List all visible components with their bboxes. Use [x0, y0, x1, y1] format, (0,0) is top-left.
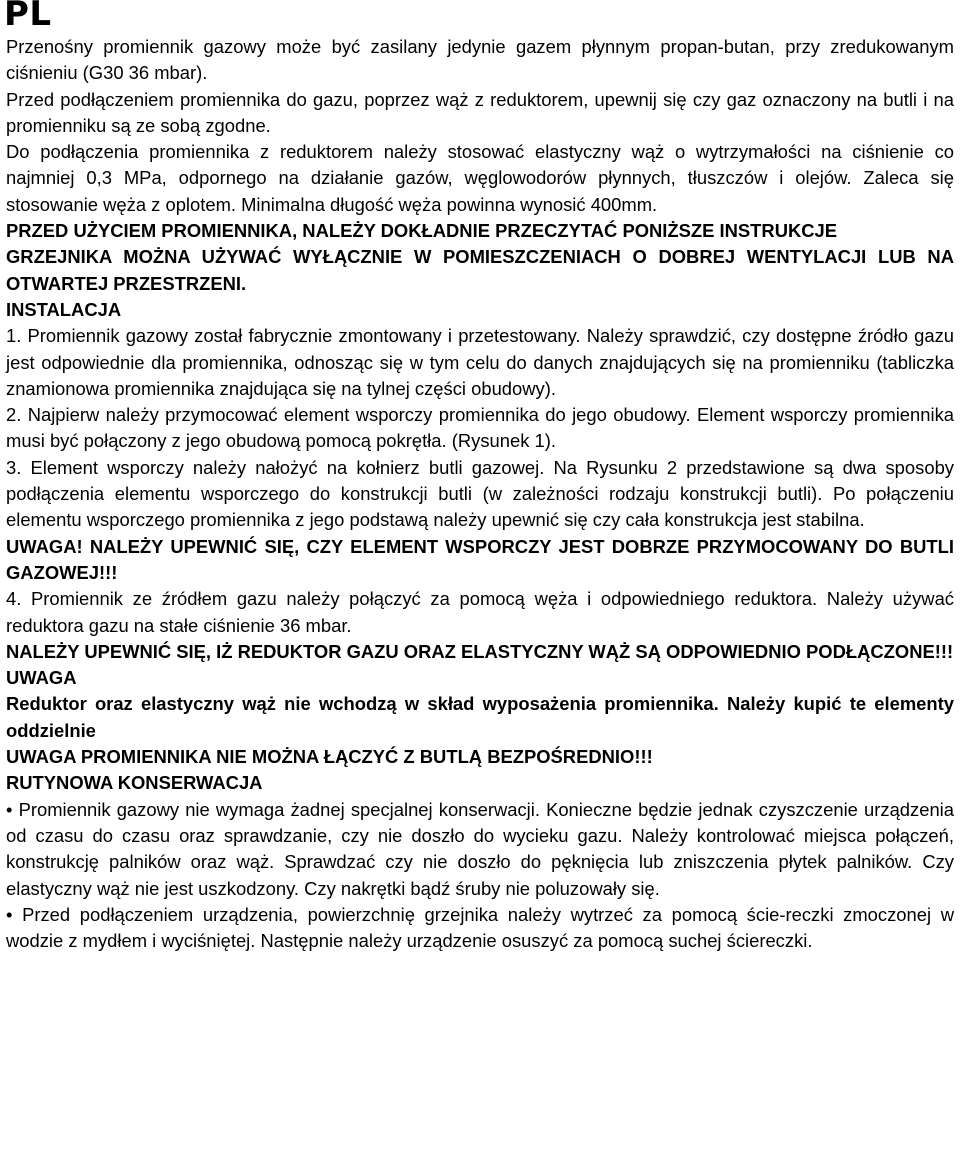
section-heading-maintenance: RUTYNOWA KONSERWACJA: [6, 772, 263, 794]
language-heading: PL: [4, 0, 52, 34]
read-instructions-warning: PRZED UŻYCIEM PROMIENNIKA, NALEŻY DOKŁADNIE PRZECZYTAĆ PONIŻSZE INSTRUKCJE: [6, 220, 838, 242]
installation-step-4: 4. Promiennik ze źródłem gazu należy połączyć za pomocą węża i odpowiedniego reduktora. Należy używać reduktora gazu na stałe ciśnienie 36 mbar.: [6, 588, 954, 636]
ventilation-warning: GRZEJNIKA MOŻNA UŻYWAĆ WYŁĄCZNIE W POMIESZCZENIACH O DOBREJ WENTYLACJI LUB NA OTWARTEJ PRZESTRZENI.: [6, 246, 954, 294]
support-element-warning: UWAGA! NALEŻY UPEWNIĆ SIĘ, CZY ELEMENT WSPORCZY JEST DOBRZE PRZYMOCOWANY DO BUTLI GAZOWEJ!!!: [6, 535, 954, 583]
installation-step-2: 2. Najpierw należy przymocować element wsporczy promiennika do jego obudowy. Element wsporczy promiennika musi być połączony z jego obudową pomocą pokrętła. (Rysunek 1).: [6, 404, 954, 452]
installation-step-1: 1. Promiennik gazowy został fabrycznie zmontowany i przetestowany. Należy sprawdzić, czy dostępne źródło gazu jest odpowiednie dla promiennika, odnosząc się w tym celu do danych znajdujących się na promienniku (tabliczka znamionowa promiennika znajdująca się na tylnej części obudowy).: [6, 325, 954, 399]
document-body: [6, 34, 954, 954]
regulator-connection-warning: NALEŻY UPEWNIĆ SIĘ, IŻ REDUKTOR GAZU ORAZ ELASTYCZNY WĄŻ SĄ ODPOWIEDNIO PODŁĄCZONE!!!: [6, 640, 954, 662]
intro-gas-type-paragraph: Przenośny promiennik gazowy może być zasilany jedynie gazem płynnym propan-butan, przy zredukowanym ciśnieniu (G30 36 mbar).: [6, 36, 954, 84]
note-heading: UWAGA: [6, 667, 77, 689]
direct-connection-warning: UWAGA PROMIENNIKA NIE MOŻNA ŁĄCZYĆ Z BUTLĄ BEZPOŚREDNIO!!!: [6, 746, 653, 768]
hose-requirements-paragraph: Do podłączenia promiennika z reduktorem należy stosować elastyczny wąż o wytrzymałości na ciśnienie co najmniej 0,3 MPa, odpornego na działanie gazów, węglowodorów płynnych, tłuszczów i olejów. Zaleca się stosowanie węża z oplotem. Minimalna długość węża powinna wynosić 400mm.: [6, 141, 954, 215]
installation-step-3: 3. Element wsporczy należy nałożyć na kołnierz butli gazowej. Na Rysunku 2 przedstawione są dwa sposoby podłączenia elementu wsporczego do konstrukcji butli (w zależności rodzaju konstrukcji butli). Po połączeniu elementu wsporczego promiennika z jego podstawą należy upewnić się czy cała konstrukcja jest stabilna.: [6, 456, 954, 531]
accessories-not-included-note: Reduktor oraz elastyczny wąż nie wchodzą w skład wyposażenia promiennika. Należy kupić te elementy oddzielnie: [6, 693, 954, 741]
section-heading-installation: INSTALACJA: [6, 298, 122, 320]
maintenance-bullet-2: • Przed podłączeniem urządzenia, powierzchnię grzejnika należy wytrzeć za pomocą ście-reczki zmoczonej w wodzie z mydłem i wyciśniętej. Następnie należy urządzenie osuszyć za pomocą suchej ściereczki.: [6, 903, 954, 952]
maintenance-bullet-1: • Promiennik gazowy nie wymaga żadnej specjalnej konserwacji. Konieczne będzie jednak czyszczenie urządzenia od czasu do czasu oraz sprawdzanie, czy nie doszło do wycieku gazu. Należy kontrolować miejsca połączeń, konstrukcję palników oraz wąż. Sprawdzać czy nie doszło do pęknięcia lub zniszczenia płytek palników. Czy elastyczny wąż nie jest uszkodzony. Czy nakrętki bądź śruby nie poluzowały się.: [6, 798, 954, 899]
hose-check-paragraph: Przed podłączeniem promiennika do gazu, poprzez wąż z reduktorem, upewnij się czy gaz oznaczony na butli i na promienniku są ze sobą zgodne.: [6, 88, 954, 136]
